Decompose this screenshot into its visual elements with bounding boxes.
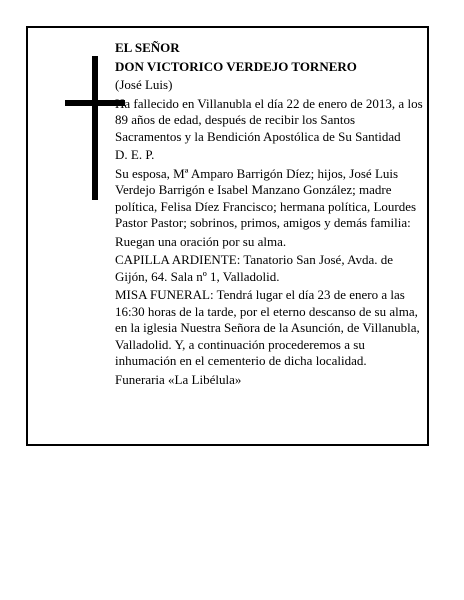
chapel-info: CAPILLA ARDIENTE: Tanatorio San José, Avda. de Gijón, 64. Sala nº 1, Valladolid. [115,252,394,284]
prayer-request: Ruegan una oración por su alma. [115,233,287,249]
funeral-mass-info: MISA FUNERAL: Tendrá lugar el día 23 de enero a las 16:30 horas de la tarde, por el eterno descanso de su alma, en la iglesia Nuestra Señora de la Asunción, de Villanubla, Valladolid. Y, a continuación procederemos a su inhumación en el cementerio de dicha localidad. [115,287,420,368]
death-statement: Ha fallecido en Villanubla el día 22 de enero de 2013, a los 89 años de edad, después de recibir los Santos Sacramentos y la Bendición Apostólica de Su Santidad [115,95,423,144]
obituary-text [115,40,423,390]
deceased-name: DON VICTORICO VERDEJO TORNERO [115,58,357,74]
family-list: Su esposa, Mª Amparo Barrigón Díez; hijos, José Luis Verdejo Barrigón e Isabel Manzano González; madre política, Felisa Díez Francisco; hermana política, Lourdes Pastor Pastor; sobrinos, primos, amigos y demás familia: [115,165,417,230]
funeral-home: Funeraria «La Libélula» [115,371,242,387]
obituary-card [26,26,429,446]
cross-vertical-bar [92,56,98,200]
title-line-1: EL SEÑOR [115,40,180,55]
dep-line: D. E. P. [115,147,155,162]
nickname: (José Luis) [115,77,173,92]
